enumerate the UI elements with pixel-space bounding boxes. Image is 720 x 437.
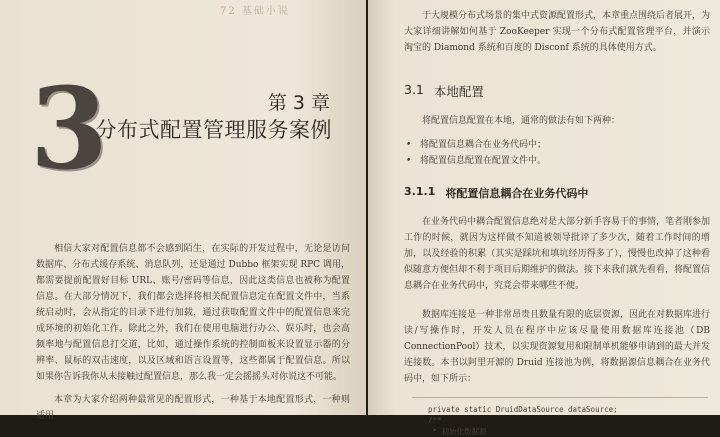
intro-paragraph: 于大规模分布式场景的集中式资源配置形式，本章重点围绕后者展开，为大家详细讲解如何基于 ZooKeeper 实现一个分布式配置管理平台，并演示淘宝的 Diamond 系统和百度的 Disconf 系统的具体使用方式。 — [404, 11, 711, 53]
chapter-title: 分布式配置管理服务案例 — [95, 118, 332, 142]
left-body — [36, 241, 350, 431]
bullet-list — [404, 137, 710, 169]
right-body — [404, 8, 710, 437]
subsection-paragraph: 在业务代码中耦合配置信息绝对是大部分新手容易干的事情，笔者刚参加工作的时候，就因为这样做不知道被领导批评了多少次，随着工作时间的增加，以及经验的积累（其实是踩坑和填坑经历得多了），慢慢也改掉了这种看似随意方便但却不利于项目后期维护的做法。接下来我们就先看看，将配置信息耦合在业务代码中，究竟会带来哪些不便。 — [404, 217, 711, 291]
subsection-title: 将配置信息耦合在业务代码中 — [445, 187, 589, 200]
list-item: • 将配置信息耦合在业务代码中； — [404, 137, 710, 153]
subsection-paragraph: 数据库连接是一种非常昂贵且数量有限的底层资源，因此在对数据库进行读/写操作时，开发人员在程序中应该尽量使用数据库连接池（DB ConnectionPool）技术，以实现资源复用和限制单机能够申请到的最大并发连接数。本书以阿里开源的 Druid 连接池为例，将数据源信息耦合在业务代码中，如下所示： — [404, 310, 711, 384]
running-head: 72 基础小说 — [220, 6, 290, 17]
right-page — [368, 0, 720, 436]
paragraph: 本章为大家介绍两种最常见的配置形式，一种基于本地配置形式，一种则适用 — [36, 395, 350, 421]
section-heading — [404, 82, 710, 100]
code-line: * 初始化数据源 — [428, 427, 487, 436]
section-title: 本地配置 — [433, 84, 484, 99]
subsection-number: 3.1.1 — [404, 185, 436, 198]
chapter-label: 第 3 章 — [267, 92, 330, 114]
list-item: • 将配置信息配置在配置文件中。 — [404, 153, 710, 169]
paragraph: 相信大家对配置信息都不会感到陌生，在实际的开发过程中，无论是访问数据库、分布式缓存系统、消息队列，还是通过 Dubbo 框架实现 RPC 调用，都需要提前配置好目标 URL、账号/密码等信息，因此这类信息也被称为配置信息。在大部分情况下，我们都会选择将相关配置信息定在配置文件中，当系统启动时，会从指定的目录下进行加载，通过获取配置文件中的配置信息来完成环境的初始化工作。除此之外，我们在使用电脑进行办公、娱乐时，也会高频率地与配置信息打交道，比如，通过操作系统的控制面板来设置显示器的分辨率、鼠标的双击速度，以及区域和语言设置等，这些都属于配置信息。所以如果你告诉我你从未接触过配置信息，那么我一定会摇摇头对你说这不可能。 — [36, 244, 350, 382]
chapter-number: 3 — [30, 64, 108, 195]
left-page — [0, 0, 366, 421]
section-paragraph: 将配置信息配置在本地，通常的做法有如下两种： — [422, 116, 621, 126]
code-line: /** — [428, 416, 442, 425]
subsection-heading — [404, 185, 710, 201]
code-line: private static DruidDataSource dataSource; — [428, 405, 618, 414]
section-number: 3.1 — [404, 82, 424, 97]
code-block — [412, 397, 708, 437]
